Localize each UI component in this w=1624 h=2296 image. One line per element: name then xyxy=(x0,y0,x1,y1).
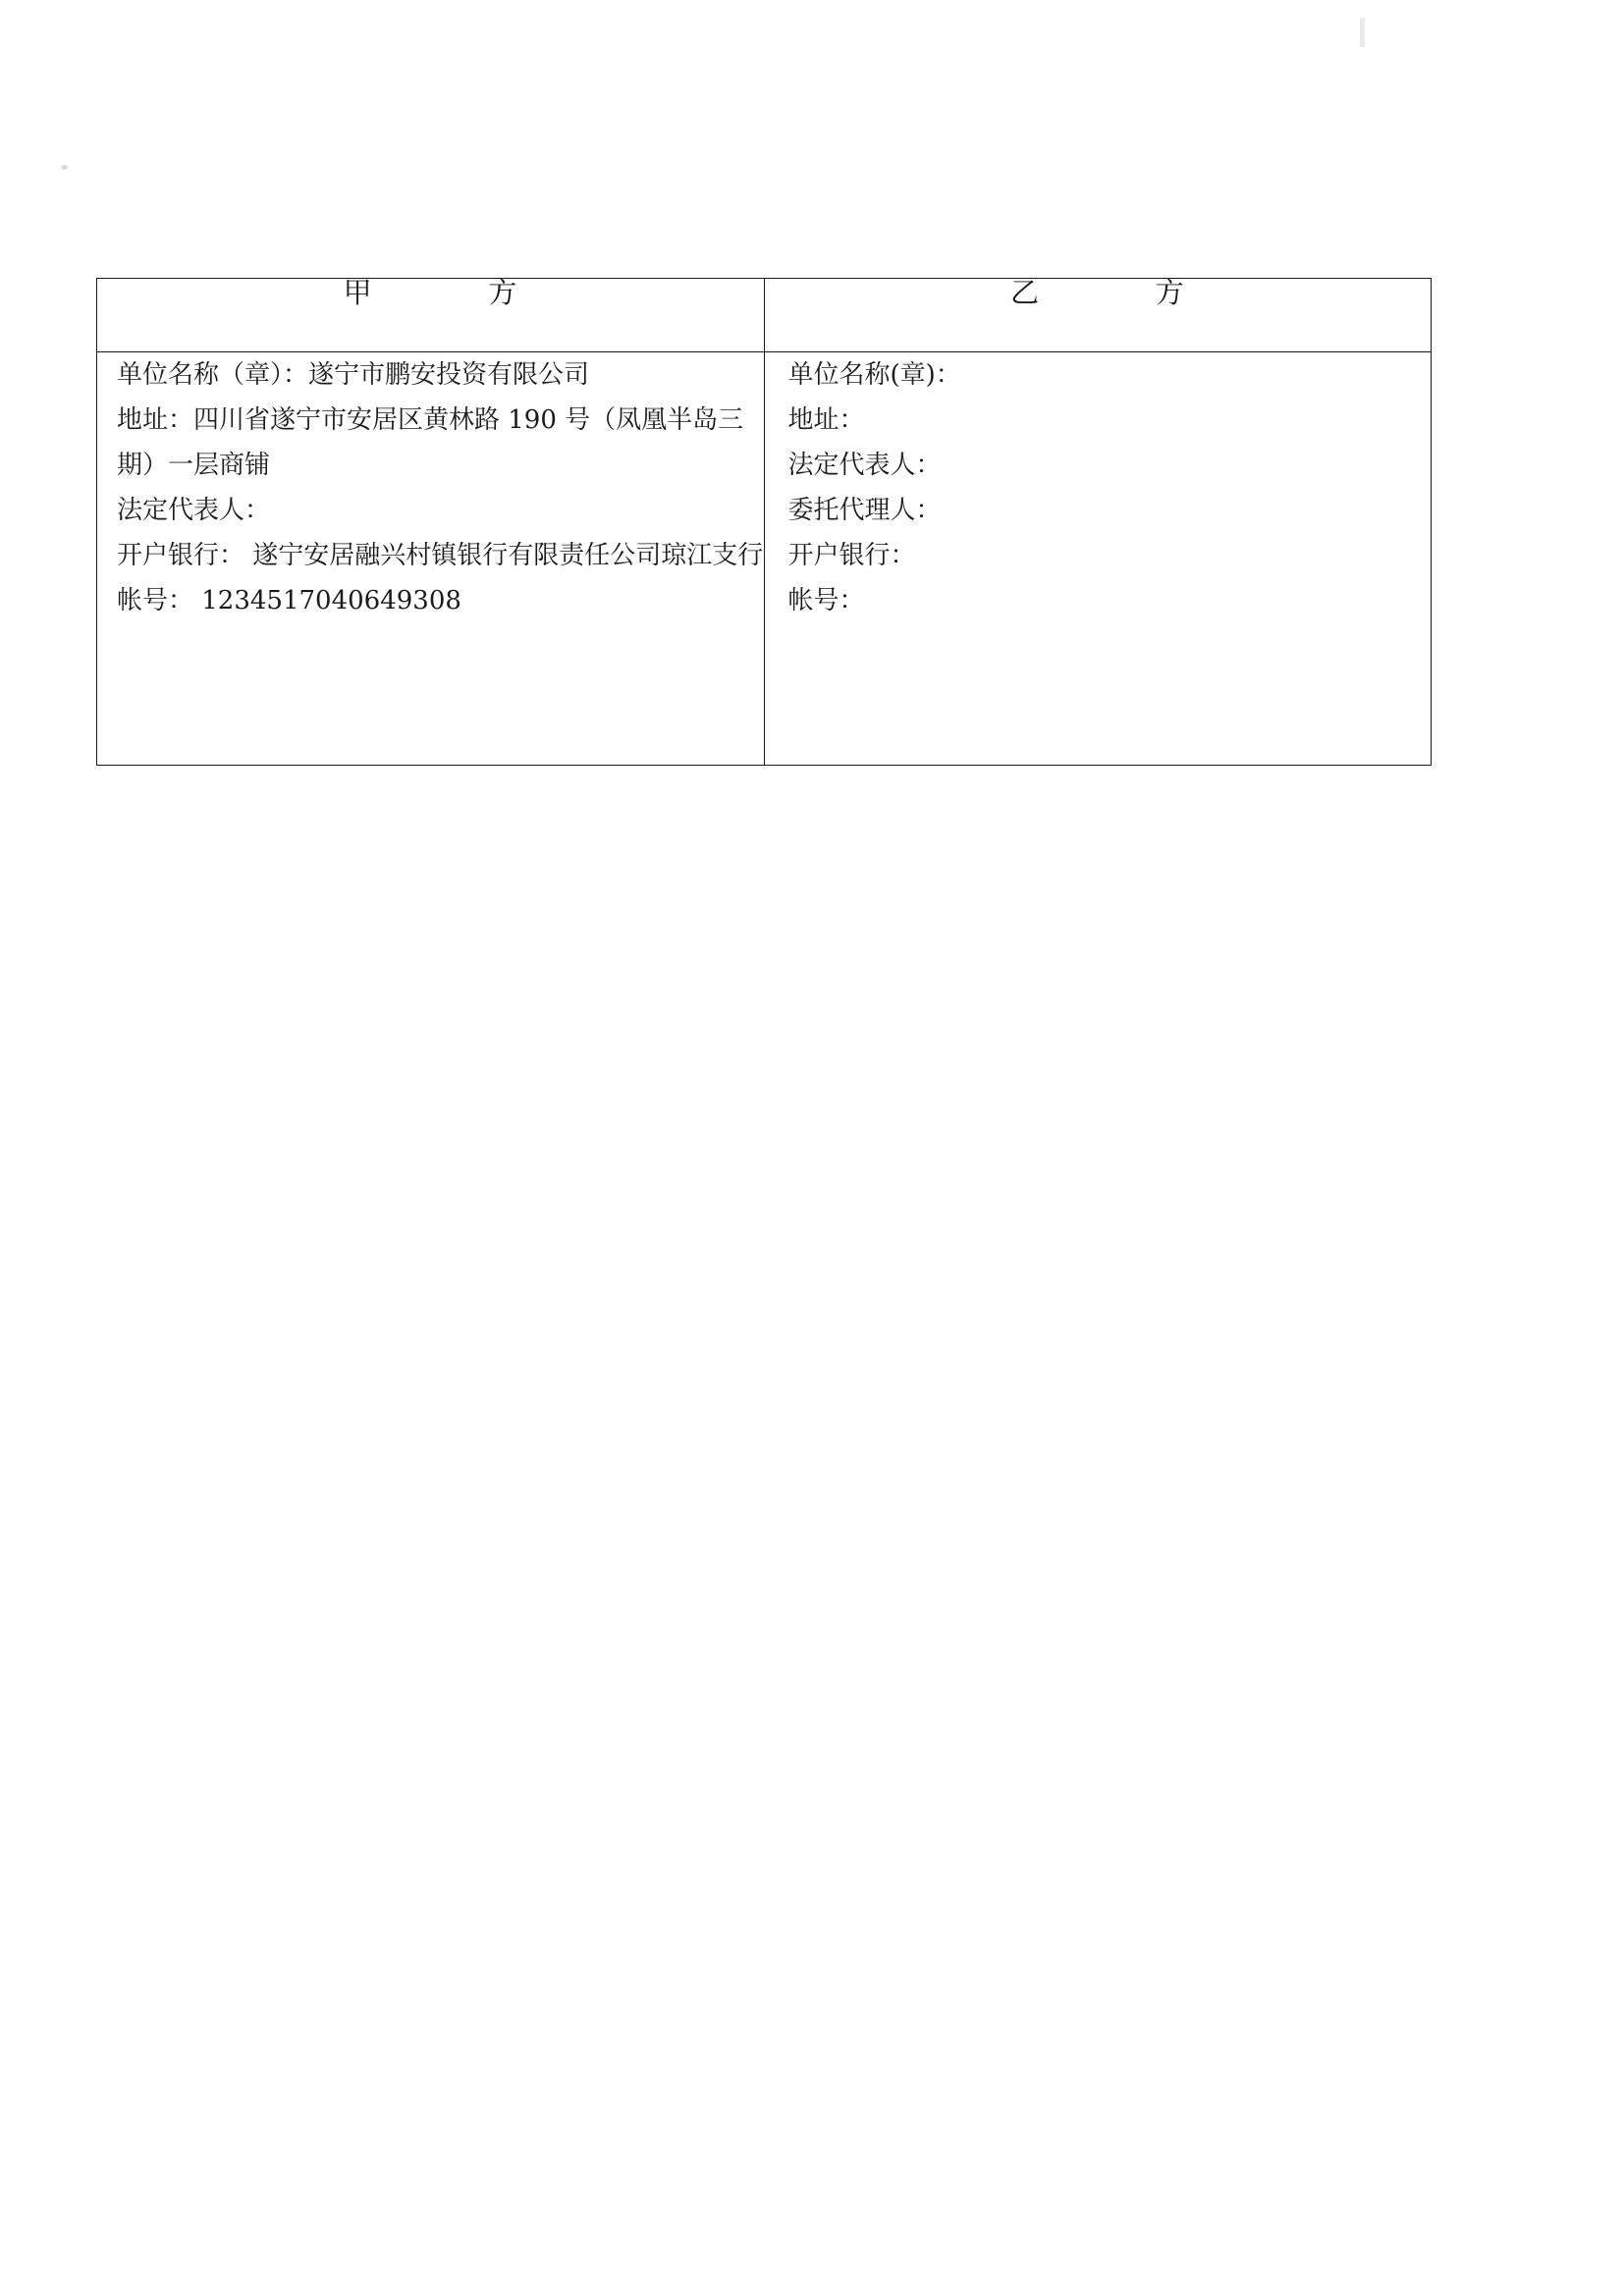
party-a-header-char-1: 甲 xyxy=(343,276,373,309)
party-a-header-char-2: 方 xyxy=(488,276,517,309)
party-a-address: 地址：四川省遂宁市安居区黄林路 190 号（凤凰半岛三期）一层商铺 xyxy=(117,405,744,481)
party-a-bank: 开户银行： 遂宁安居融兴村镇银行有限责任公司琼江支行 xyxy=(117,541,764,571)
party-b-header-char-1: 乙 xyxy=(1010,276,1040,309)
scan-speckle-right xyxy=(1360,18,1365,47)
party-a-company-name: 单位名称（章）：遂宁市鹏安投资有限公司 xyxy=(117,360,590,390)
party-b-bank: 开户银行： xyxy=(787,541,916,571)
party-a-legal-representative: 法定代表人： xyxy=(117,496,271,526)
party-b-legal-representative: 法定代表人： xyxy=(787,451,942,481)
party-b-company-name: 单位名称(章)： xyxy=(787,360,961,390)
party-a-account-number: 帐号： 1234517040649308 xyxy=(117,586,461,616)
party-b-account-number: 帐号： xyxy=(787,586,865,616)
party-b-details-cell xyxy=(764,352,1432,766)
scan-speckle-left xyxy=(61,165,68,170)
party-b-header-char-2: 方 xyxy=(1155,276,1185,309)
party-a-header-cell xyxy=(97,276,765,352)
table-header-row xyxy=(97,279,1432,352)
party-b-address: 地址： xyxy=(787,405,865,436)
table-body-row xyxy=(97,352,1432,766)
signature-block-table xyxy=(96,278,1432,766)
party-a-details-cell xyxy=(97,352,765,766)
party-b-header-cell xyxy=(764,276,1432,352)
party-b-authorized-agent: 委托代理人： xyxy=(787,496,942,526)
